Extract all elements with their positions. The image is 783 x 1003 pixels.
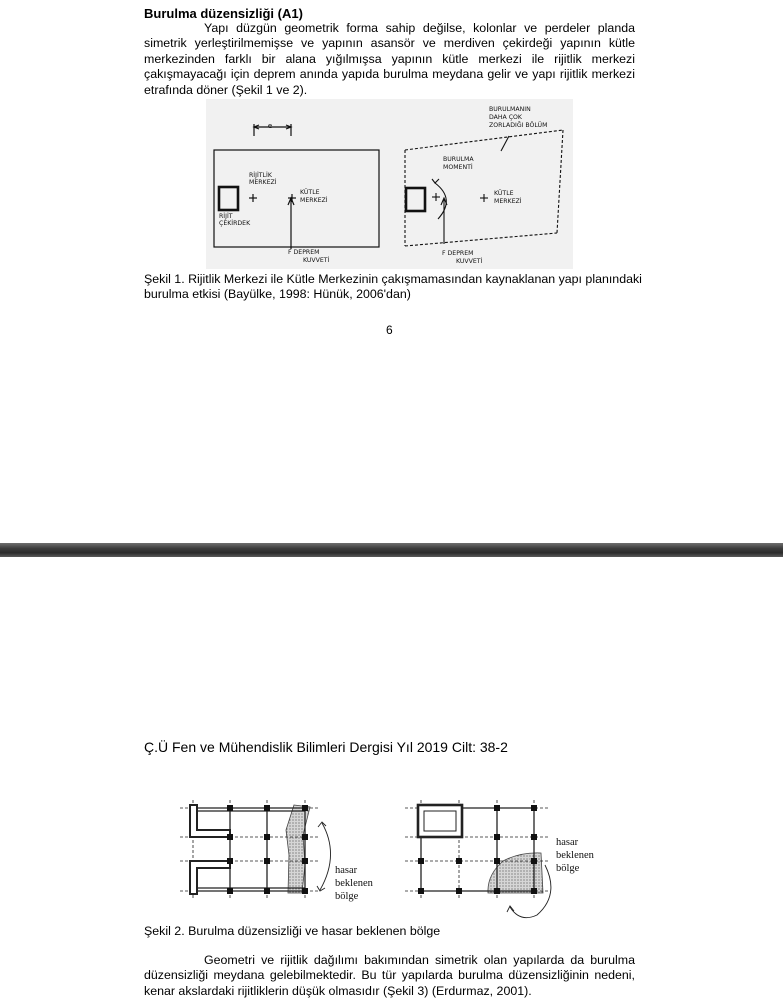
cekirdek-label: ÇEKİRDEK [219,220,251,227]
section-heading: Burulma düzensizliği (A1) [144,6,303,21]
rijit-label: RİJİT [219,213,233,220]
kuvveti-label-right: KUVVETİ [456,258,483,265]
eccentricity-label: e [267,122,273,130]
kutle-label-right: KÜTLE [494,190,514,197]
figure-2-damage-diagram [175,795,605,925]
kuvveti-label: KUVVETİ [303,257,330,264]
fig2-left-label-1: hasar [335,865,358,876]
figure-2-caption: Şekil 2. Burulma düzensizliği ve hasar beklenen bölge [144,924,441,938]
rijitlik-label-2: MERKEZİ [249,179,277,186]
figure-1-torsion-diagram [206,99,573,269]
zorlanan-label-3: ZORLADIĞI BÖLÜM [489,122,548,129]
fig2-left-label-3: bölge [335,891,359,902]
kutle-label-right-2: MERKEZİ [494,198,522,205]
page-separator [0,543,783,557]
zorlanan-label-2: DAHA ÇOK [489,114,522,121]
zorlanan-label-1: BURULMANIN [489,106,531,113]
figure-2-right-plan [405,800,551,918]
section-paragraph: Yapı düzgün geometrik forma sahip değilse, kolonlar ve perdeler planda simetrik yerleştirilmemişse ve yapının asansör ve merdiven çekirdeği yapının kütle merkezinden farklı bir alana yığılmışsa yapının kütle merkezi ile rijitlik merkezi çakışmayacağı için deprem anında yapıda burulma meydana gelir ve yapı rijitlik merkezi etrafında döner (Şekil 1 ve 2). [144,21,635,97]
fig2-right-label-3: bölge [556,863,580,874]
page-number: 6 [386,323,393,337]
paragraph-2: Geometri ve rijitlik dağılımı bakımından simetrik olan yapılarda da burulma düzensizliği meydana gelebilmektedir. Bu tür yapılarda burulma düzensizliğinin nedeni, kenar akslardaki rijitliklerin düşük olmasıdır (Şekil 3) (Erdurmaz, 2001). [144,953,635,998]
kutle-label: KÜTLE [300,189,320,196]
fig2-right-label-1: hasar [556,837,579,848]
fig2-right-label-2: beklenen [556,850,594,861]
journal-header: Ç.Ü Fen ve Mühendislik Bilimleri Dergisi Yıl 2019 Cilt: 38-2 [144,739,508,755]
burulma-label: BURULMA [443,156,474,163]
rijitlik-label: RİJİTLİK [249,172,272,179]
momenti-label: MOMENTİ [443,164,473,171]
figure-1-caption: Şekil 1. Rijitlik Merkezi ile Kütle Merkezinin çakışmamasından kaynaklanan yapı planındaki burulma etkisi (Bayülke, 1998: Hünük, 2006'dan) [144,272,642,302]
figure-2-left-plan [180,800,331,900]
kutle-label-2: MERKEZİ [300,197,328,204]
deprem-label-right: F DEPREM [442,250,474,257]
fig2-left-label-2: beklenen [335,878,373,889]
deprem-label: F DEPREM [288,249,320,256]
